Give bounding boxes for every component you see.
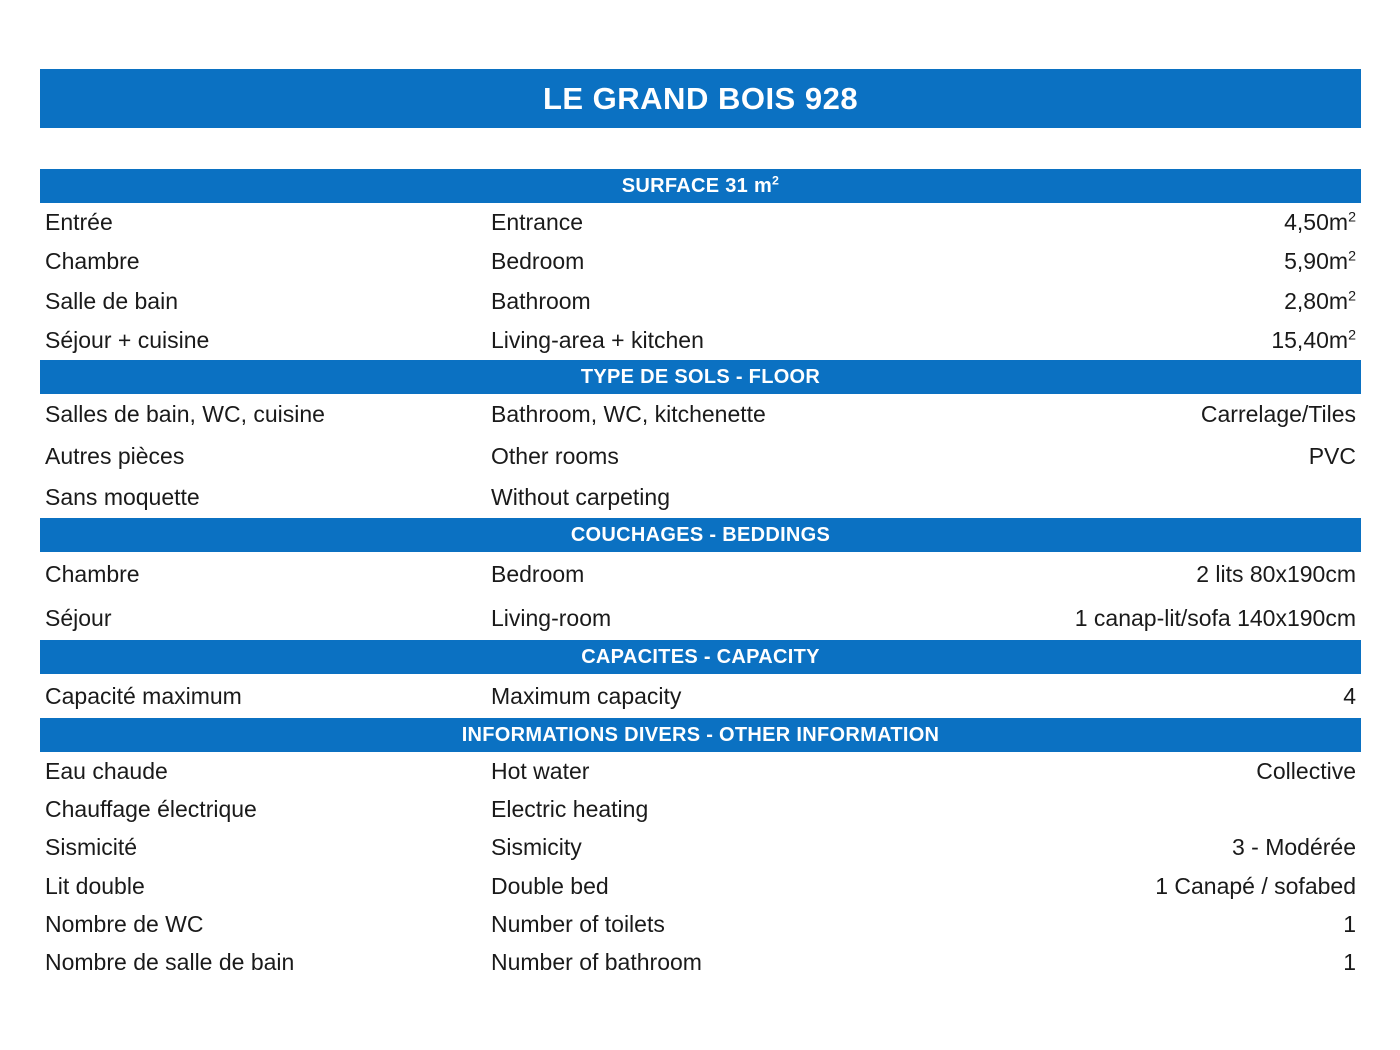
row-value: 1 xyxy=(1343,910,1356,937)
row-value: $4,50m^2$ xyxy=(1284,209,1356,236)
table-row xyxy=(40,477,1361,518)
section xyxy=(40,169,1361,360)
section-header-label: TYPE DE SOLS - FLOOR xyxy=(580,365,821,388)
row-label-fr: Salle de bain xyxy=(45,287,178,314)
table-row xyxy=(40,435,1361,476)
row-label-fr: Séjour + cuisine xyxy=(45,327,210,354)
section-rows xyxy=(40,394,1361,518)
sections-container xyxy=(40,169,1361,982)
row-value: 3 - Modérée xyxy=(1231,834,1356,861)
table-row xyxy=(40,752,1361,790)
section-rows xyxy=(40,752,1361,982)
table-row xyxy=(40,829,1361,867)
row-label-fr: Eau chaude xyxy=(45,757,168,784)
table-row xyxy=(40,944,1361,982)
row-value: 4 xyxy=(1343,682,1356,709)
table-row xyxy=(40,674,1361,718)
row-value: 2 lits 80x190cm xyxy=(1196,560,1356,587)
property-sheet xyxy=(40,69,1361,982)
section-header-label: COUCHAGES - BEDDINGS xyxy=(570,523,831,546)
row-label-en: Number of toilets xyxy=(491,910,665,937)
row-label-fr: Autres pièces xyxy=(45,442,185,469)
row-label-en: Bedroom xyxy=(491,560,585,587)
row-label-fr: Chauffage électrique xyxy=(45,796,257,823)
row-label-en: Double bed xyxy=(491,872,609,899)
table-row xyxy=(40,282,1361,321)
table-row xyxy=(40,905,1361,943)
row-label-fr: Capacité maximum xyxy=(45,682,242,709)
table-row xyxy=(40,242,1361,281)
row-label-en: Bathroom, WC, kitchenette xyxy=(491,401,766,428)
section-header-label: CAPACITES - CAPACITY xyxy=(581,645,820,668)
row-value: Collective xyxy=(1256,757,1356,784)
page-title: LE GRAND BOIS 928 xyxy=(542,80,859,116)
row-label-en: Living-room xyxy=(491,604,612,631)
table-row xyxy=(40,203,1361,242)
section-header xyxy=(40,718,1361,752)
table-row xyxy=(40,321,1361,360)
section-header-label: INFORMATIONS DIVERS - OTHER INFORMATION xyxy=(461,723,940,746)
row-value: 1 canap-lit/sofa 140x190cm xyxy=(1074,604,1356,631)
table-row xyxy=(40,552,1361,596)
section-header xyxy=(40,640,1361,674)
row-value: Carrelage/Tiles xyxy=(1200,401,1356,428)
section-header xyxy=(40,518,1361,552)
row-label-en: Bedroom xyxy=(491,248,585,275)
row-label-fr: Salles de bain, WC, cuisine xyxy=(45,401,325,428)
row-label-fr: Lit double xyxy=(45,872,145,899)
row-label-en: Other rooms xyxy=(491,442,619,469)
row-label-en: Electric heating xyxy=(491,796,649,823)
section-rows xyxy=(40,203,1361,360)
row-label-en: Hot water xyxy=(491,757,590,784)
table-row xyxy=(40,867,1361,905)
row-label-fr: Nombre de salle de bain xyxy=(45,949,295,976)
section-rows xyxy=(40,552,1361,640)
section xyxy=(40,360,1361,518)
row-label-fr: Sans moquette xyxy=(45,483,200,510)
section xyxy=(40,718,1361,982)
table-row xyxy=(40,790,1361,828)
row-value: $2,80m^2$ xyxy=(1284,287,1356,314)
row-value: 1 xyxy=(1343,949,1356,976)
row-label-en: Sismicity xyxy=(491,834,582,861)
row-label-fr: Chambre xyxy=(45,560,140,587)
row-label-en: Living-area + kitchen xyxy=(491,327,704,354)
section-header xyxy=(40,169,1361,203)
row-label-en: Bathroom xyxy=(491,287,591,314)
table-row xyxy=(40,596,1361,640)
row-value: PVC xyxy=(1308,442,1356,469)
row-label-en: Without carpeting xyxy=(491,483,670,510)
section-header xyxy=(40,360,1361,394)
row-label-fr: Entrée xyxy=(45,209,113,236)
row-label-fr: Nombre de WC xyxy=(45,910,204,937)
row-value: $5,90m^2$ xyxy=(1284,248,1356,275)
title-bar xyxy=(40,69,1361,128)
row-label-fr: Sismicité xyxy=(45,834,138,861)
row-label-en: Number of bathroom xyxy=(491,949,702,976)
table-row xyxy=(40,394,1361,435)
row-value: $15,40m^2$ xyxy=(1271,327,1356,354)
row-label-fr: Séjour xyxy=(45,604,112,631)
row-label-fr: Chambre xyxy=(45,248,140,275)
section-rows xyxy=(40,674,1361,718)
section-header-label: SURFACE 31 $m^2$ xyxy=(621,172,780,197)
section xyxy=(40,518,1361,640)
section xyxy=(40,640,1361,718)
row-label-en: Maximum capacity xyxy=(491,682,682,709)
row-value: 1 Canapé / sofabed xyxy=(1155,872,1356,899)
row-label-en: Entrance xyxy=(491,209,584,236)
